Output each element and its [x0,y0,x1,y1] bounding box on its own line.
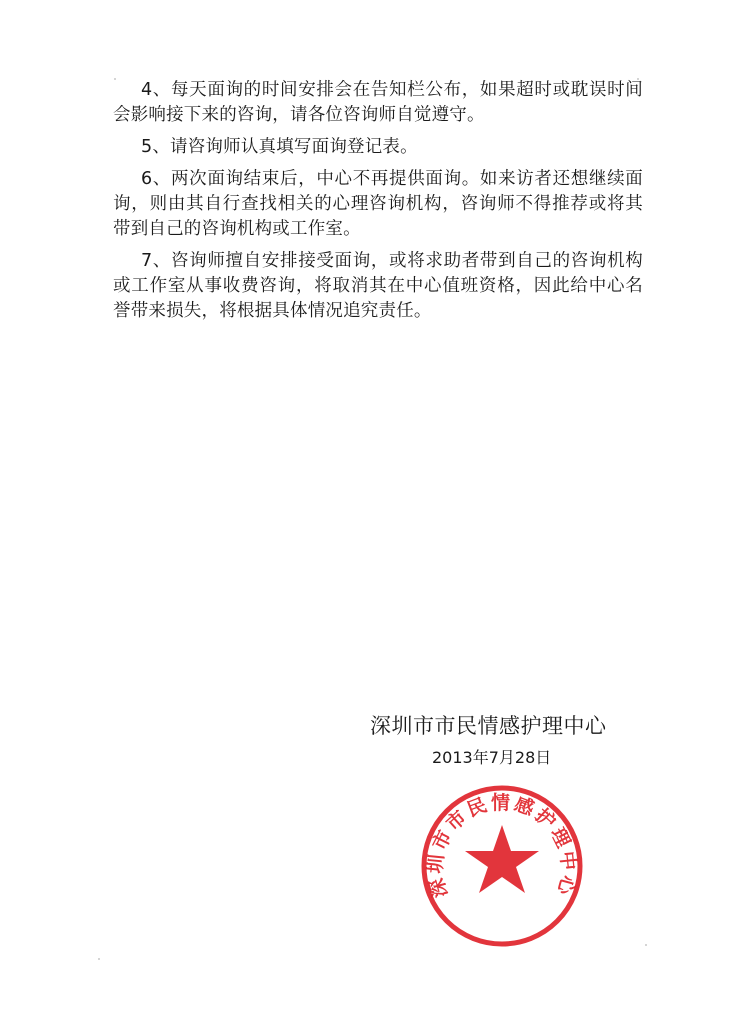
signature-organization: 深圳市市民情感护理中心 [370,714,607,738]
rule-paragraph-6: 6、两次面询结束后，中心不再提供面询。如来访者还想继续面询，则由其自行查找相关的心理咨询机构，咨询师不得推荐或将其带到自己的咨询机构或工作室。 [113,169,643,239]
rule-paragraph-7: 7、咨询师擅自安排接受面询，或将求助者带到自己的咨询机构或工作室从事收费咨询，将取消其在中心值班资格，因此给中心名誉带来损失，将根据具体情况追究责任。 [113,251,643,321]
scan-speck [98,958,100,960]
scan-speck [645,944,647,946]
document-body [113,78,643,331]
svg-text:深圳市市民情感护理中心: 深圳市市民情感护理中心 [424,791,580,900]
scan-speck [114,78,116,80]
official-seal-stamp-icon [419,783,585,949]
rule-paragraph-5: 5、请咨询师认真填写面询登记表。 [141,137,418,157]
rule-paragraph-4: 4、每天面询的时间安排会在告知栏公布，如果超时或耽误时间会影响接下来的咨询，请各位咨询师自觉遵守。 [113,80,643,125]
signature-date: 2013年7月28日 [432,748,552,767]
scan-speck [637,78,639,80]
